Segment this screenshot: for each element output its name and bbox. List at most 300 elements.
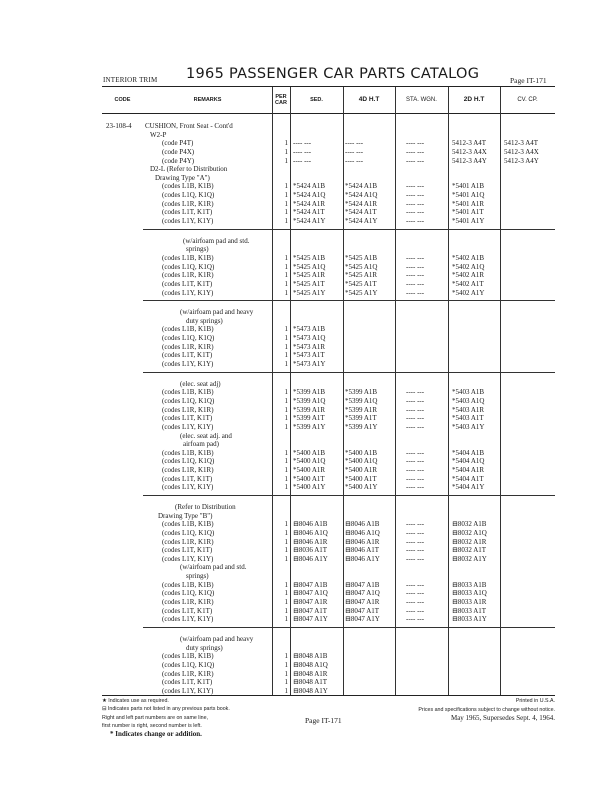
cell-wgn: ---- --- — [406, 520, 425, 529]
cell-hd2: *5404 A1T — [452, 474, 484, 483]
cell-remarks: (codes L1B, K1B) — [162, 388, 214, 397]
table-row — [102, 208, 555, 217]
cell-sed: ⊟8047 A1Y — [293, 615, 328, 624]
cell-remarks: (codes L1B, K1B) — [162, 520, 214, 529]
cell-cv: 5412-3 A4Y — [504, 156, 539, 165]
table-row — [102, 432, 555, 441]
cell-sed: *5424 A1Y — [293, 217, 326, 226]
table-row — [102, 334, 555, 343]
cell-sed: ⊟8048 A1T — [293, 678, 328, 687]
legend-line: first number is right, second number is left. — [102, 722, 202, 729]
cell-hd2: *5404 A1Y — [452, 483, 485, 492]
cell-hd4: *5399 A1Y — [345, 422, 378, 431]
table-section — [143, 229, 555, 300]
column-rule — [395, 87, 396, 113]
cell-hd4: ---- --- — [345, 139, 364, 148]
cell-hd4: ⊟8046 A1Y — [345, 554, 380, 563]
cell-sed: ⊟8046 A1Q — [293, 528, 328, 537]
cell-wgn: ---- --- — [406, 466, 425, 475]
cell-remarks: duty springs) — [186, 316, 223, 325]
cell-remarks: (code P4X) — [162, 147, 195, 156]
table-row — [102, 308, 555, 317]
table-row — [102, 483, 555, 492]
cell-wgn: ---- --- — [406, 528, 425, 537]
cell-sed: *5399 A1R — [293, 405, 326, 414]
cell-hd4: *5424 A1R — [345, 199, 378, 208]
cell-remarks: (codes L1T, K1T) — [162, 208, 213, 217]
cell-hd4: ⊟8047 A1Q — [345, 589, 380, 598]
cell-per: 1 — [284, 396, 288, 405]
table-row — [102, 423, 555, 432]
table-row — [102, 325, 555, 334]
table-row — [102, 351, 555, 360]
table-row — [102, 122, 555, 131]
cell-per: 1 — [284, 466, 288, 475]
cell-remarks: (codes L1Y, K1Y) — [162, 554, 214, 563]
cell-sed: *5425 A1T — [293, 279, 325, 288]
cell-hd2: *5404 A1R — [452, 466, 485, 475]
cell-remarks: Drawing Type "A") — [155, 173, 210, 182]
cell-hd4: *5425 A1B — [345, 253, 378, 262]
table-section — [143, 495, 555, 627]
cell-per: 1 — [284, 554, 288, 563]
cell-hd2: ⊟8033 A1Q — [452, 589, 487, 598]
col-4d-ht: 4D H.T — [358, 96, 380, 103]
cell-hd2: *5403 A1Y — [452, 422, 485, 431]
cell-wgn: ---- --- — [406, 147, 425, 156]
table-row — [102, 678, 555, 687]
col-2d-ht: 2D H.T — [463, 96, 485, 103]
table-row — [102, 148, 555, 157]
cell-sed: ---- --- — [293, 156, 312, 165]
cell-sed: *5473 A1Q — [293, 334, 326, 343]
cell-remarks: (w/airfoam pad and std. — [180, 563, 247, 572]
cell-per: 1 — [284, 191, 288, 200]
table-section — [143, 300, 555, 371]
cell-remarks: (codes L1R, K1R) — [162, 405, 214, 414]
cell-remarks: (codes L1R, K1R) — [162, 537, 214, 546]
cell-wgn: ---- --- — [406, 217, 425, 226]
cell-sed: *5425 A1B — [293, 253, 326, 262]
cell-wgn: ---- --- — [406, 474, 425, 483]
column-rule — [448, 87, 449, 113]
cell-remarks: Drawing Type "B") — [158, 511, 213, 520]
cell-hd4: ⊟8046 A1Q — [345, 528, 380, 537]
table-row — [102, 546, 555, 555]
table-section — [102, 112, 555, 229]
cell-per: 1 — [284, 262, 288, 271]
cell-wgn: ---- --- — [406, 598, 425, 607]
cell-hd2: ⊟8032 A1R — [452, 537, 487, 546]
section-label: INTERIOR TRIM — [103, 76, 158, 84]
table-row — [102, 589, 555, 598]
cell-sed: *5400 A1Q — [293, 457, 326, 466]
cell-per: 1 — [284, 678, 288, 687]
table-row — [102, 581, 555, 590]
cell-remarks: (codes L1Y, K1Y) — [162, 483, 214, 492]
cell-remarks: (codes L1Q, K1Q) — [162, 457, 215, 466]
cell-per: 1 — [284, 199, 288, 208]
cell-hd2: *5402 A1Q — [452, 262, 485, 271]
column-rule — [272, 87, 273, 113]
cell-remarks: (codes L1B, K1B) — [162, 652, 214, 661]
table-row — [102, 254, 555, 263]
table-row — [102, 397, 555, 406]
col-sta-wgn: STA. WGN. — [406, 97, 437, 103]
table-row — [102, 360, 555, 369]
cell-remarks: (codes L1B, K1B) — [162, 448, 214, 457]
cell-sed: ⊟8047 A1Q — [293, 589, 328, 598]
cell-sed: *5473 A1Y — [293, 360, 326, 369]
cell-remarks: (codes L1Q, K1Q) — [162, 191, 215, 200]
table-row — [102, 503, 555, 512]
cell-per: 1 — [284, 325, 288, 334]
cell-hd2: *5402 A1Y — [452, 288, 485, 297]
table-row — [102, 217, 555, 226]
cell-wgn: ---- --- — [406, 606, 425, 615]
cell-sed: *5425 A1Q — [293, 262, 326, 271]
table-row — [102, 280, 555, 289]
cell-sed: *5424 A1R — [293, 199, 326, 208]
cell-wgn: ---- --- — [406, 388, 425, 397]
cell-remarks: (codes L1R, K1R) — [162, 598, 214, 607]
cell-hd2: ⊟8033 A1R — [452, 598, 487, 607]
cell-remarks: (codes L1T, K1T) — [162, 414, 213, 423]
cell-remarks: (codes L1Y, K1Y) — [162, 615, 214, 624]
cell-hd4: *5424 A1Y — [345, 217, 378, 226]
cell-sed: *5399 A1B — [293, 388, 326, 397]
table-row — [102, 538, 555, 547]
cell-remarks: (codes L1T, K1T) — [162, 678, 213, 687]
cell-per: 1 — [284, 147, 288, 156]
table-row — [102, 512, 555, 521]
cell-remarks: (elec. seat adj. and — [180, 431, 232, 440]
cell-remarks: (w/airfoam pad and heavy — [180, 634, 254, 643]
cell-wgn: ---- --- — [406, 271, 425, 280]
cell-remarks: (codes L1Y, K1Y) — [162, 288, 214, 297]
cell-remarks: (codes L1T, K1T) — [162, 351, 213, 360]
cell-remarks: (codes L1Q, K1Q) — [162, 334, 215, 343]
footer-right — [418, 697, 555, 723]
cell-per: 1 — [284, 271, 288, 280]
table-row — [102, 661, 555, 670]
cell-remarks: springs) — [186, 245, 209, 254]
cell-sed: *5399 A1T — [293, 414, 325, 423]
table-row — [102, 139, 555, 148]
cell-hd2: 5412-3 A4Y — [452, 156, 487, 165]
cell-per: 1 — [284, 580, 288, 589]
cell-sed: *5425 A1R — [293, 271, 326, 280]
cell-per: 1 — [284, 528, 288, 537]
cell-hd2: ⊟8032 A1T — [452, 546, 487, 555]
cell-sed: *5473 A1R — [293, 342, 326, 351]
cell-hd2: *5401 A1Y — [452, 217, 485, 226]
cell-hd4: *5399 A1T — [345, 414, 377, 423]
cell-hd4: *5424 A1B — [345, 182, 378, 191]
table-row — [102, 271, 555, 280]
cell-wgn: ---- --- — [406, 448, 425, 457]
cell-remarks: (codes L1T, K1T) — [162, 546, 213, 555]
footer-page-number: Page IT-171 — [305, 716, 342, 725]
table-row — [102, 289, 555, 298]
cell-hd4: *5425 A1Q — [345, 262, 378, 271]
cell-hd4: ---- --- — [345, 156, 364, 165]
prices-note: Prices and specifications subject to change without notice. — [418, 706, 555, 713]
table-row — [102, 245, 555, 254]
cell-hd2: *5401 A1Q — [452, 191, 485, 200]
cell-sed: *5400 A1Y — [293, 483, 326, 492]
cell-wgn: ---- --- — [406, 537, 425, 546]
cell-remarks: (elec. seat adj) — [180, 379, 221, 388]
cell-remarks: (codes L1R, K1R) — [162, 466, 214, 475]
table-header — [102, 86, 555, 114]
cell-sed: ⊟8047 A1R — [293, 598, 328, 607]
cell-remarks: (w/airfoam pad and std. — [183, 236, 250, 245]
cell-per: 1 — [284, 182, 288, 191]
cell-wgn: ---- --- — [406, 422, 425, 431]
cell-wgn: ---- --- — [406, 199, 425, 208]
cell-hd2: *5403 A1B — [452, 388, 485, 397]
cell-per: 1 — [284, 520, 288, 529]
cell-remarks: (codes L1Q, K1Q) — [162, 528, 215, 537]
cell-hd4: ⊟8047 A1B — [345, 580, 380, 589]
table-row — [102, 635, 555, 644]
cell-remarks: (code P4T) — [162, 139, 194, 148]
table-row — [102, 652, 555, 661]
cell-hd4: ⊟8046 A1T — [345, 546, 380, 555]
cell-remarks: (codes L1R, K1R) — [162, 342, 214, 351]
cell-remarks: (codes L1B, K1B) — [162, 325, 214, 334]
table-row — [102, 598, 555, 607]
cell-code: 23-108-4 — [106, 122, 132, 130]
table-section — [143, 627, 555, 698]
cell-remarks: (codes L1R, K1R) — [162, 199, 214, 208]
cell-wgn: ---- --- — [406, 414, 425, 423]
cell-hd4: *5400 A1Y — [345, 483, 378, 492]
column-rule — [500, 87, 501, 113]
cell-sed: *5399 A1Y — [293, 422, 326, 431]
cell-remarks: (codes L1T, K1T) — [162, 606, 213, 615]
cell-per: 1 — [284, 414, 288, 423]
cell-hd2: *5401 A1R — [452, 199, 485, 208]
col-per-car — [272, 87, 290, 113]
table-row — [102, 414, 555, 423]
cell-hd2: *5403 A1Q — [452, 396, 485, 405]
cell-hd2: ⊟8032 A1B — [452, 520, 487, 529]
cell-per: 1 — [284, 422, 288, 431]
cell-remarks: (codes L1B, K1B) — [162, 580, 214, 589]
cell-hd2: *5402 A1R — [452, 271, 485, 280]
cell-remarks: (codes L1B, K1B) — [162, 182, 214, 191]
table-row — [102, 165, 555, 174]
cell-per: 1 — [284, 139, 288, 148]
printed-in: Printed in U.S.A. — [515, 698, 555, 704]
table-row — [102, 343, 555, 352]
cell-per: 1 — [284, 342, 288, 351]
column-rule — [343, 87, 344, 113]
cell-hd4: ⊟8046 A1R — [345, 537, 380, 546]
cell-remarks: (codes L1B, K1B) — [162, 253, 214, 262]
table-row — [102, 440, 555, 449]
cell-per: 1 — [284, 660, 288, 669]
cell-remarks: CUSHION, Front Seat - Cont'd — [145, 122, 233, 130]
cell-hd4: ⊟8047 A1R — [345, 598, 380, 607]
cell-hd2: *5401 A1B — [452, 182, 485, 191]
legend-line: ⊟ Indicates parts not listed in any previous parts book. — [102, 706, 230, 713]
cell-per: 1 — [284, 351, 288, 360]
table-row — [102, 182, 555, 191]
cell-hd2: ⊟8032 A1Y — [452, 554, 487, 563]
table-row — [102, 449, 555, 458]
cell-wgn: ---- --- — [406, 396, 425, 405]
cell-sed: ⊟8048 A1Y — [293, 686, 328, 695]
table-row — [102, 475, 555, 484]
cell-hd2: 5412-3 A4X — [452, 147, 487, 156]
col-per-car-2: CAR — [275, 100, 287, 106]
cell-wgn: ---- --- — [406, 279, 425, 288]
cell-remarks: (codes L1Y, K1Y) — [162, 422, 214, 431]
cell-wgn: ---- --- — [406, 589, 425, 598]
cell-hd2: *5402 A1B — [452, 253, 485, 262]
footer-legend — [102, 697, 230, 738]
cell-sed: ---- --- — [293, 139, 312, 148]
cell-sed: ⊟8048 A1B — [293, 652, 328, 661]
table-row — [102, 644, 555, 653]
cell-remarks: (Refer to Distribution — [175, 502, 236, 511]
parts-table — [102, 112, 555, 696]
cell-hd4: *5400 A1T — [345, 474, 377, 483]
cell-remarks: (w/airfoam pad and heavy — [180, 308, 254, 317]
table-row — [102, 687, 555, 696]
cell-remarks: (codes L1T, K1T) — [162, 279, 213, 288]
cell-hd2: *5403 A1T — [452, 414, 484, 423]
cell-hd4: *5425 A1T — [345, 279, 377, 288]
cell-hd4: *5424 A1Q — [345, 191, 378, 200]
cell-remarks: W2-P — [150, 130, 167, 139]
cell-wgn: ---- --- — [406, 554, 425, 563]
catalog-title: 1965 PASSENGER CAR PARTS CATALOG — [186, 66, 480, 82]
cell-per: 1 — [284, 360, 288, 369]
cell-remarks: (codes L1Q, K1Q) — [162, 262, 215, 271]
cell-remarks: (codes L1R, K1R) — [162, 271, 214, 280]
cell-sed: *5400 A1R — [293, 466, 326, 475]
cell-remarks: springs) — [186, 572, 209, 581]
cell-hd2: *5402 A1T — [452, 279, 484, 288]
cell-per: 1 — [284, 253, 288, 262]
cell-wgn: ---- --- — [406, 139, 425, 148]
cell-per: 1 — [284, 334, 288, 343]
cell-per: 1 — [284, 474, 288, 483]
legend-line: Right and left part numbers are on same line, — [102, 714, 208, 721]
cell-hd4: *5399 A1B — [345, 388, 378, 397]
cell-hd4: *5425 A1R — [345, 271, 378, 280]
cell-per: 1 — [284, 589, 288, 598]
table-row — [102, 131, 555, 140]
cell-per: 1 — [284, 546, 288, 555]
cell-sed: ⊟8047 A1T — [293, 606, 328, 615]
cell-per: 1 — [284, 652, 288, 661]
table-row — [102, 607, 555, 616]
cell-wgn: ---- --- — [406, 156, 425, 165]
cell-sed: *5424 A1Q — [293, 191, 326, 200]
cell-per: 1 — [284, 686, 288, 695]
cell-remarks: (codes L1Y, K1Y) — [162, 360, 214, 369]
cell-sed: *5400 A1B — [293, 448, 326, 457]
cell-wgn: ---- --- — [406, 580, 425, 589]
table-row — [102, 457, 555, 466]
cell-hd2: *5404 A1Q — [452, 457, 485, 466]
table-section — [143, 372, 555, 495]
cell-remarks: (codes L1T, K1T) — [162, 474, 213, 483]
cell-wgn: ---- --- — [406, 288, 425, 297]
cell-hd4: *5400 A1R — [345, 466, 378, 475]
cell-wgn: ---- --- — [406, 191, 425, 200]
table-row — [102, 263, 555, 272]
cell-remarks: (codes L1Q, K1Q) — [162, 589, 215, 598]
table-row — [102, 466, 555, 475]
table-row — [102, 572, 555, 581]
cell-remarks: airfoam pad) — [183, 440, 219, 449]
cell-hd2: ⊟8033 A1Y — [452, 615, 487, 624]
cell-wgn: ---- --- — [406, 546, 425, 555]
table-row — [102, 520, 555, 529]
cell-hd2: ⊟8032 A1Q — [452, 528, 487, 537]
table-row — [102, 237, 555, 246]
table-row — [102, 670, 555, 679]
cell-remarks: (codes L1Q, K1Q) — [162, 396, 215, 405]
cell-wgn: ---- --- — [406, 483, 425, 492]
cell-sed: *5473 A1B — [293, 325, 326, 334]
cell-sed: *5425 A1Y — [293, 288, 326, 297]
cell-per: 1 — [284, 405, 288, 414]
table-row — [102, 563, 555, 572]
col-cv-cp: CV. CP. — [517, 97, 538, 103]
cell-hd4: *5400 A1B — [345, 448, 378, 457]
cell-remarks: D2-L (Refer to Distribution — [150, 165, 228, 174]
cell-sed: *5424 A1B — [293, 182, 326, 191]
cell-per: 1 — [284, 288, 288, 297]
cell-sed: *5473 A1T — [293, 351, 325, 360]
cell-per: 1 — [284, 388, 288, 397]
cell-per: 1 — [284, 537, 288, 546]
cell-per: 1 — [284, 457, 288, 466]
cell-hd2: *5404 A1B — [452, 448, 485, 457]
cell-hd4: *5424 A1T — [345, 208, 377, 217]
cell-hd4: *5399 A1Q — [345, 396, 378, 405]
table-row — [102, 191, 555, 200]
cell-hd2: *5401 A1T — [452, 208, 484, 217]
cell-per: 1 — [284, 615, 288, 624]
cell-sed: ⊟8048 A1R — [293, 669, 328, 678]
cell-hd2: 5412-3 A4T — [452, 139, 487, 148]
table-row — [102, 615, 555, 624]
table-row — [102, 157, 555, 166]
cell-wgn: ---- --- — [406, 615, 425, 624]
cell-wgn: ---- --- — [406, 208, 425, 217]
col-code: CODE — [114, 97, 131, 103]
cell-sed: ⊟8046 A1R — [293, 537, 328, 546]
cell-per: 1 — [284, 448, 288, 457]
cell-sed: *5399 A1Q — [293, 396, 326, 405]
cell-sed: ⊟8036 A1T — [293, 546, 328, 555]
table-row — [102, 406, 555, 415]
cell-wgn: ---- --- — [406, 182, 425, 191]
cell-wgn: ---- --- — [406, 457, 425, 466]
cell-hd2: ⊟8033 A1T — [452, 606, 487, 615]
cell-hd4: ⊟8047 A1Y — [345, 615, 380, 624]
col-remarks: REMARKS — [193, 97, 222, 103]
cell-hd4: *5425 A1Y — [345, 288, 378, 297]
